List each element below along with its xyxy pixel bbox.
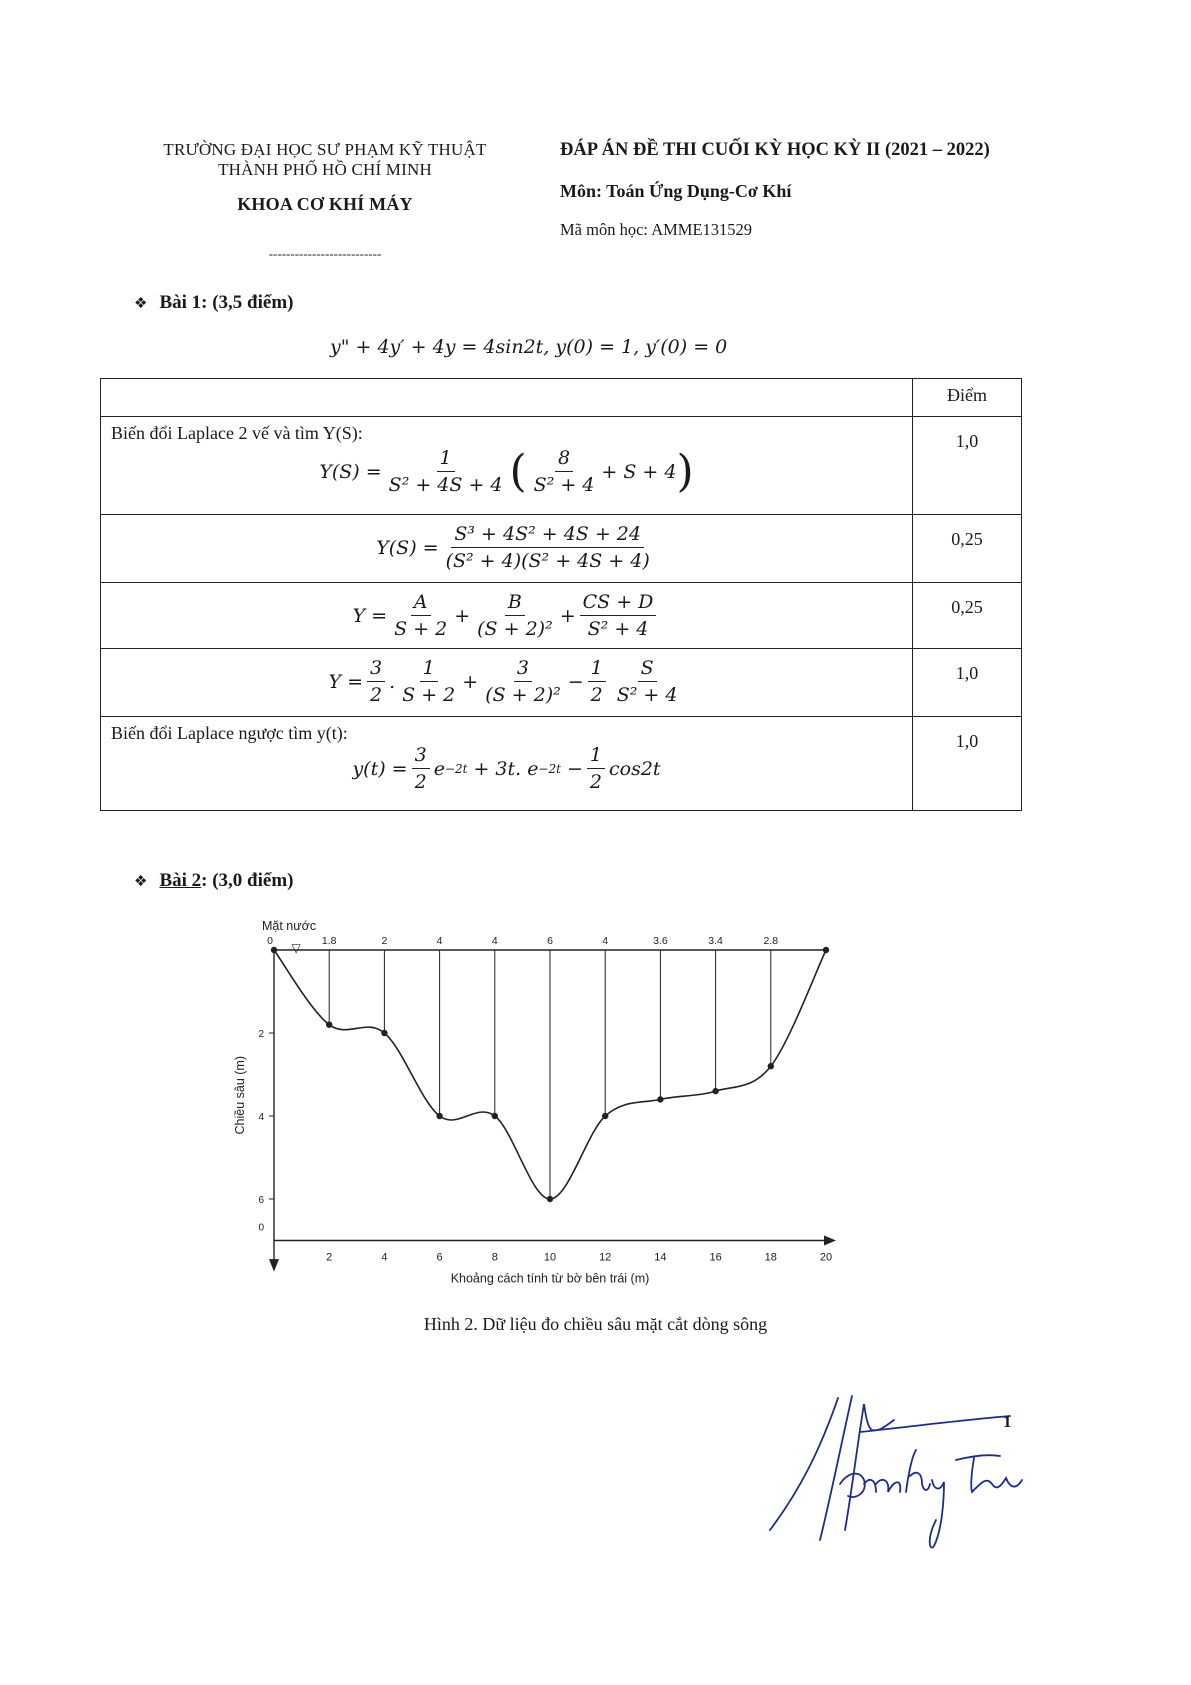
plus-sign: +: [462, 670, 479, 693]
solution-step-3: [101, 583, 913, 649]
problem1-title-text: Bài 1: (3,5 điểm): [159, 292, 294, 313]
depth-label: 4: [491, 935, 498, 947]
numerator: S³ + 4S² + 4S + 24: [451, 523, 644, 548]
step-5-description: Biến đổi Laplace ngược tìm y(t):: [111, 723, 348, 743]
depth-point: [436, 1113, 442, 1119]
denominator: S² + 4: [616, 684, 678, 706]
university-line2: THÀNH PHỐ HỒ CHÍ MINH: [218, 160, 432, 179]
depth-point: [326, 1022, 332, 1028]
fraction: [580, 591, 657, 640]
table-row: [101, 417, 1022, 515]
denominator: S² + 4S + 4: [388, 474, 503, 496]
problem1-equation: y" + 4y′ + 4y = 4sin2t, y(0) = 1, y′(0) = 0: [330, 336, 728, 358]
y-tick-label: 6: [258, 1195, 264, 1206]
paren-open: (: [509, 446, 527, 497]
diamond-bullet-icon: ❖: [134, 296, 148, 312]
step-1-description: Biến đổi Laplace 2 vế và tìm Y(S):: [111, 423, 363, 443]
university-line1: TRƯỜNG ĐẠI HỌC SƯ PHẠM KỸ THUẬT: [163, 140, 487, 159]
fraction: [614, 657, 681, 706]
numerator: 3: [514, 657, 532, 682]
formula-lhs: Y(S) =: [319, 460, 382, 483]
step-2-points: 0,25: [913, 515, 1022, 583]
plus-sign: +: [454, 604, 471, 627]
water-level-icon: ▽: [291, 941, 301, 955]
solution-step-1: [101, 417, 913, 515]
fraction: [412, 744, 430, 793]
fraction: [587, 744, 605, 793]
minus-sign: −: [566, 757, 583, 780]
table-row: [101, 515, 1022, 583]
fraction: [443, 523, 653, 572]
x-tick-label: 18: [764, 1251, 777, 1264]
table-row: [101, 583, 1022, 649]
header-left: [110, 140, 540, 264]
dot-sign: .: [389, 670, 396, 693]
depth-label: 3.4: [708, 935, 723, 947]
step-1-formula: [101, 446, 912, 497]
step-1-points: 1,0: [913, 417, 1022, 515]
x-tick-label: 14: [654, 1251, 667, 1264]
course-code: Mã môn học: AMME131529: [560, 220, 753, 239]
table-row: [101, 717, 1022, 811]
depth-label: 4: [436, 935, 443, 947]
page-number: 1: [1003, 1412, 1012, 1431]
step-3-formula: [101, 591, 912, 640]
depth-point: [657, 1096, 663, 1102]
depth-point: [381, 1030, 387, 1036]
x-tick-label: 20: [819, 1251, 833, 1264]
plus-sign: +: [559, 604, 576, 627]
numerator: A: [411, 591, 431, 616]
numerator: CS + D: [580, 591, 657, 616]
solution-table: [100, 378, 1022, 811]
numerator: 3: [412, 744, 430, 769]
x-tick-label: 6: [436, 1251, 443, 1264]
exp-superscript: −2t: [538, 761, 561, 776]
step-5-points: 1,0: [913, 717, 1022, 811]
x-tick-label: 16: [709, 1251, 722, 1264]
problem2-title: [134, 870, 294, 892]
depth-point: [492, 1113, 498, 1119]
solution-step-5: [101, 717, 913, 811]
depth-point: [602, 1113, 608, 1119]
denominator: 2: [589, 771, 602, 793]
fraction: [588, 657, 606, 706]
table-header-blank: [101, 379, 913, 417]
denominator: 2: [370, 684, 383, 706]
x-tick-label: 8: [491, 1251, 498, 1264]
depth-point: [768, 1063, 774, 1069]
denominator: S² + 4: [533, 474, 595, 496]
formula-tail: cos2t: [609, 757, 661, 780]
fraction: [474, 591, 556, 640]
header-right: [560, 140, 1080, 240]
numerator: 3: [367, 657, 385, 682]
denominator: 2: [414, 771, 427, 793]
denominator: S² + 4: [587, 618, 649, 640]
numerator: 1: [588, 657, 606, 682]
step-5-formula: [101, 744, 912, 793]
fraction: [399, 657, 458, 706]
solution-step-2: [101, 515, 913, 583]
fraction: [531, 447, 598, 496]
fraction: [386, 447, 506, 496]
depth-label: 2: [381, 935, 388, 947]
x-tick-label: 4: [381, 1251, 388, 1264]
chart-title: Mặt nước: [262, 919, 317, 933]
points-header: Điểm: [913, 379, 1022, 417]
exp-base: e: [433, 757, 445, 780]
y-axis-arrow-icon: [269, 1259, 279, 1271]
denominator: S + 2: [394, 618, 448, 640]
figure-caption: Hình 2. Dữ liệu đo chiều sâu mặt cắt dòng sông: [423, 1314, 768, 1334]
x-tick-label: 10: [543, 1251, 557, 1264]
solution-step-4: [101, 649, 913, 717]
depth-label: 0: [267, 935, 273, 947]
y-tick-label: 4: [258, 1112, 264, 1123]
x-axis-arrow-icon: [824, 1236, 836, 1246]
y-tick-label: 0: [258, 1222, 264, 1234]
x-axis-label: Khoảng cách tính từ bờ bên trái (m): [450, 1271, 650, 1286]
problem2-title-label: Bài 2: [159, 870, 202, 891]
depth-label: 6: [547, 935, 553, 947]
fraction: [391, 591, 450, 640]
x-tick-label: 12: [599, 1251, 612, 1264]
formula-lhs: Y(S) =: [376, 536, 439, 559]
diamond-bullet-icon: ❖: [134, 874, 148, 890]
formula-lhs: Y =: [328, 670, 364, 693]
step-2-formula: [121, 523, 912, 572]
formula-middle: + 3t. e: [473, 757, 539, 780]
river-depth-chart: [230, 908, 910, 1298]
exp-superscript: −2t: [444, 761, 468, 776]
table-header-row: [101, 379, 1022, 417]
depth-point: [271, 947, 277, 953]
numerator: B: [505, 591, 525, 616]
formula-lhs: Y =: [352, 604, 388, 627]
numerator: 8: [555, 447, 573, 472]
fraction: [367, 657, 385, 706]
numerator: 1: [420, 657, 438, 682]
x-tick-label: 2: [326, 1251, 333, 1264]
depth-point: [712, 1088, 718, 1094]
formula-tail: + S + 4: [601, 460, 677, 483]
problem2-title-rest: : (3,0 điểm): [201, 870, 294, 891]
denominator: S + 2: [402, 684, 456, 706]
denominator: (S + 2)²: [477, 618, 553, 640]
minus-sign: −: [567, 670, 584, 693]
step-4-formula: [101, 657, 912, 706]
signature-image: [760, 1380, 1060, 1560]
subject-name: Môn: Toán Ứng Dụng-Cơ Khí: [560, 181, 792, 201]
header-rule: --------------------------: [268, 246, 382, 261]
depth-point: [823, 947, 829, 953]
depth-label: 3.6: [653, 935, 668, 947]
numerator: 1: [587, 744, 605, 769]
fraction: [482, 657, 564, 706]
denominator: (S + 2)²: [485, 684, 561, 706]
depth-point: [547, 1196, 553, 1202]
exam-title: ĐÁP ÁN ĐỀ THI CUỐI KỲ HỌC KỲ II (2021 – 2022): [560, 140, 990, 160]
step-4-points: 1,0: [913, 649, 1022, 717]
faculty-name: KHOA CƠ KHÍ MÁY: [237, 194, 413, 214]
y-tick-label: 2: [258, 1029, 264, 1040]
depth-label: 1.8: [321, 935, 337, 947]
paren-close: ): [676, 446, 694, 497]
denominator: 2: [590, 684, 603, 706]
numerator: 1: [437, 447, 455, 472]
depth-label: 2.8: [763, 935, 779, 947]
y-axis-label: Chiều sâu (m): [233, 1056, 247, 1135]
depth-label: 4: [602, 935, 609, 947]
numerator: S: [638, 657, 657, 682]
formula-lhs: y(t) =: [352, 757, 408, 780]
problem1-title: [134, 292, 294, 314]
denominator: (S² + 4)(S² + 4S + 4): [445, 550, 650, 572]
table-row: [101, 649, 1022, 717]
step-3-points: 0,25: [913, 583, 1022, 649]
